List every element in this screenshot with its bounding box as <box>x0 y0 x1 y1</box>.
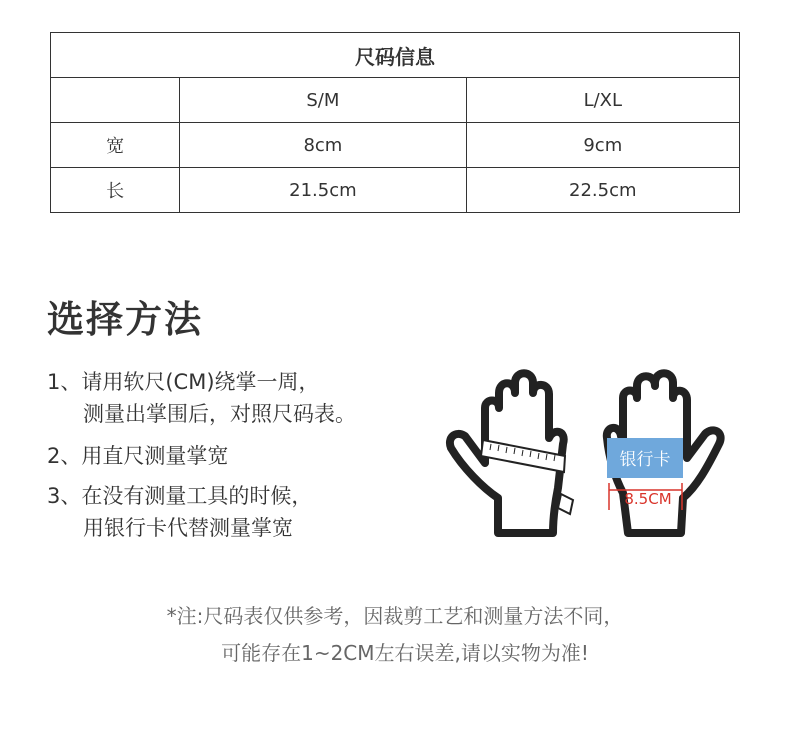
header-cell-lxl: L/XL <box>466 78 739 123</box>
table-row <box>51 123 740 168</box>
step-3-line-2: 用银行卡代替测量掌宽 <box>83 516 293 540</box>
hand-measure-illustration <box>443 368 733 543</box>
note-line-2: 可能存在1~2CM左右误差,请以实物为准! <box>221 641 589 665</box>
step-3-line-1: 3、在没有测量工具的时候， <box>47 484 313 508</box>
measure-label: 8.5CM <box>624 490 672 508</box>
cell-width-lxl: 9cm <box>466 123 739 168</box>
row-label-length: 长 <box>51 168 180 213</box>
header-cell-sm: S/M <box>180 78 466 123</box>
header-cell-empty <box>51 78 180 123</box>
step-1-line-2: 测量出掌围后，对照尺码表。 <box>83 402 356 426</box>
cell-length-sm: 21.5cm <box>180 168 466 213</box>
table-row <box>51 168 740 213</box>
bank-card-icon <box>607 438 683 478</box>
table-header-row <box>51 78 740 123</box>
size-table <box>50 32 740 213</box>
bank-card-label: 银行卡 <box>619 450 671 470</box>
table-title-row <box>51 33 740 78</box>
cell-width-sm: 8cm <box>180 123 466 168</box>
step-1-line-1: 1、请用软尺(CM)绕掌一周， <box>47 370 320 394</box>
step-2 <box>47 440 228 472</box>
step-2-line-1: 2、用直尺测量掌宽 <box>47 444 229 468</box>
note-line-1: *注:尺码表仅供参考，因裁剪工艺和测量方法不同， <box>166 604 624 628</box>
step-1 <box>47 366 356 430</box>
table-title: 尺码信息 <box>51 33 740 78</box>
method-title: 选择方法 <box>47 298 203 341</box>
row-label-width: 宽 <box>51 123 180 168</box>
cell-length-lxl: 22.5cm <box>466 168 739 213</box>
step-3 <box>47 480 312 544</box>
